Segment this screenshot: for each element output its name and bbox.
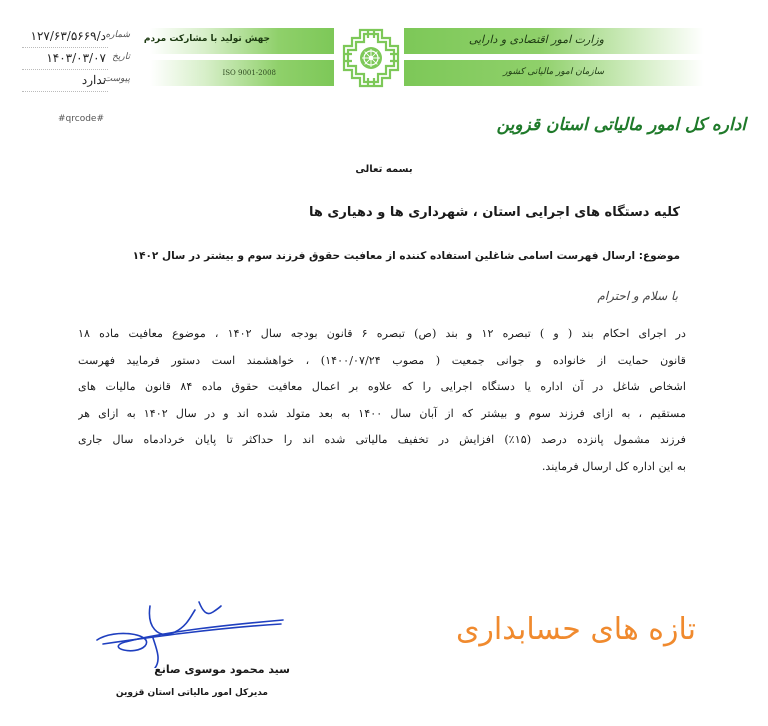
body-line: به این اداره کل ارسال فرمایند. xyxy=(541,459,686,473)
signature-icon xyxy=(95,598,285,668)
organization-band xyxy=(404,60,704,86)
iso-text: ISO 9001-2008 xyxy=(222,69,276,77)
divider xyxy=(22,69,108,70)
letter-attachment-row xyxy=(18,72,130,94)
body-line: قانون حمایت از خانواده و جوانی جمعیت ( مصوب ۱۴۰۰/۰۷/۲۴) ، خواهشمند است دستور فرمایید فهرست xyxy=(78,353,686,367)
body-line: فرزند مشمول پانزده درصد (۱۵٪) افزایش در تخفیف مالیاتی شده اند را حداکثر تا پایان خردادماه سال جاری xyxy=(78,433,686,446)
organization-name: سازمان امور مالیاتی کشور xyxy=(503,67,604,77)
ministry-name: وزارت امور اقتصادی و دارایی xyxy=(468,33,604,46)
body-line: در اجرای احکام بند ( و ) تبصره ۱۲ و بند (ص) تبصره ۶ قانون بودجه سال ۱۴۰۲ ، موضوع معافیت ماده ۱۸ xyxy=(78,327,686,340)
signer-name: سید محمود موسوی صانع xyxy=(154,663,290,676)
body-line: اشخاص شاغل در آن اداره یا دستگاه اجرایی را که علاوه بر اعمال معافیت حقوق ماده ۸۴ قانون مالیات های xyxy=(78,380,686,393)
recipient-line: کلیه دستگاه های اجرایی استان ، شهرداری ها و دهیاری ها xyxy=(309,205,680,220)
letter-date-row xyxy=(18,50,130,72)
iso-band xyxy=(150,60,334,86)
letter-date-label: تاریخ xyxy=(112,52,130,62)
greeting: با سلام و احترام xyxy=(597,289,678,303)
tax-organization-logo-icon xyxy=(342,28,400,88)
letter-number-label: شماره xyxy=(105,30,130,40)
body-line: مستقیم ، به ازای فرزند سوم و بیشتر که از آبان سال ۱۴۰۰ به بعد متولد شده اند و در سال ۱۴۰۲ به ازای هر xyxy=(78,406,686,420)
qrcode-placeholder: #qrcode# xyxy=(58,114,105,124)
subject-line: موضوع: ارسال فهرست اسامی شاغلین استفاده کننده از معافیت حقوق فرزند سوم و بیشتر در سال ۱۴۰۲ xyxy=(132,250,680,262)
divider xyxy=(22,47,108,48)
office-title: اداره کل امور مالیاتی استان قزوین xyxy=(496,115,746,135)
signer-title: مدیرکل امور مالیاتی استان قزوین xyxy=(115,688,268,698)
letter-number-row xyxy=(18,28,130,50)
letter-attachment-label: پیوست xyxy=(103,74,130,84)
letter-body xyxy=(78,321,686,480)
letter-attachment-value: ندارد xyxy=(81,73,106,87)
slogan-band xyxy=(143,28,334,54)
letter-date-value: ۱۴۰۳/۰۳/۰۷ xyxy=(46,51,106,65)
watermark-text: تازه های حسابداری xyxy=(455,612,696,647)
divider xyxy=(22,91,108,92)
slogan-text: جهش تولید با مشارکت مردم xyxy=(143,34,270,44)
letter-number-value: د/۱۲۷/۶۳/۵۶۶۹ xyxy=(30,29,106,43)
invocation-heading: بسمه تعالی xyxy=(355,164,413,175)
ministry-band xyxy=(404,28,704,54)
